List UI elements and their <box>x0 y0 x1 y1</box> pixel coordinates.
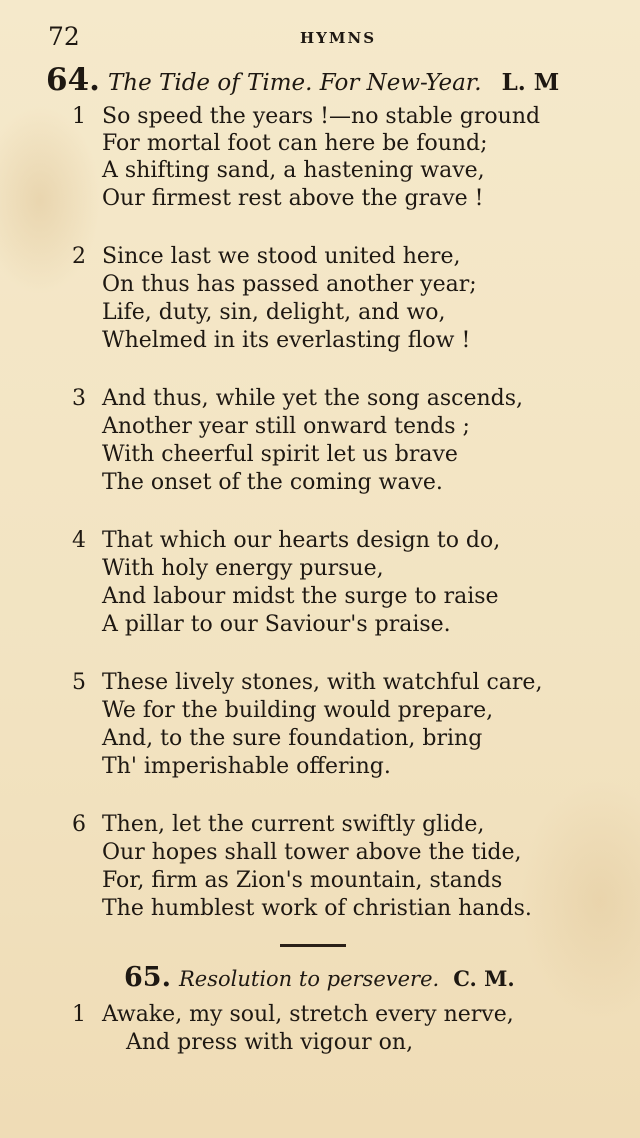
verse-line: Whelmed in its everlasting flow ! <box>102 328 471 353</box>
verse-number: 6 <box>72 812 86 837</box>
verse-line: And press with vigour on, <box>126 1030 414 1055</box>
verse-line: On thus has passed another year; <box>102 272 477 297</box>
verse-line: And, to the sure foundation, bring <box>102 726 483 751</box>
verse-line: And labour midst the surge to raise <box>102 584 499 609</box>
hymn-meter: C. M. <box>453 966 515 991</box>
verse-number: 4 <box>72 528 86 553</box>
verse-line: For, firm as Zion's mountain, stands <box>102 868 503 893</box>
verse-line: Life, duty, sin, delight, and wo, <box>102 300 446 325</box>
verse-line: Our firmest rest above the grave ! <box>102 186 484 211</box>
section-divider <box>280 944 346 947</box>
verse-line: We for the building would prepare, <box>102 698 494 723</box>
verse-line: That which our hearts design to do, <box>102 528 501 553</box>
verse-line: Since last we stood united here, <box>102 244 461 269</box>
verse-number: 1 <box>72 1002 86 1027</box>
page-number: 72 <box>48 22 80 51</box>
hymn-title: The Tide of Time. For New-Year. <box>107 70 482 96</box>
verse-number: 1 <box>72 104 86 129</box>
hymn-number: 64. <box>46 62 100 98</box>
verse-line: And thus, while yet the song ascends, <box>102 386 524 411</box>
verse-line: Then, let the current swiftly glide, <box>102 812 485 837</box>
verse-line: For mortal foot can here be found; <box>102 131 488 156</box>
hymn-heading <box>124 962 515 993</box>
verse-line: A shifting sand, a hastening wave, <box>102 158 485 183</box>
verse-line: A pillar to our Saviour's praise. <box>102 612 451 637</box>
hymn-heading <box>46 62 559 98</box>
verse-line: Another year still onward tends ; <box>102 414 470 439</box>
verse-line: These lively stones, with watchful care, <box>102 670 543 695</box>
hymn-title: Resolution to persevere. <box>178 967 440 991</box>
verse-line: With cheerful spirit let us brave <box>102 442 458 467</box>
verse-number: 2 <box>72 244 86 269</box>
verse-line: So speed the years !—no stable ground <box>102 104 541 129</box>
running-title: HYMNS <box>300 29 377 47</box>
hymn-number: 65. <box>124 962 171 993</box>
verse-line: With holy energy pursue, <box>102 556 384 581</box>
running-head <box>0 22 640 52</box>
verse-line: Th' imperishable offering. <box>102 754 391 779</box>
verse-line: Our hopes shall tower above the tide, <box>102 840 522 865</box>
hymn-meter: L. M <box>501 69 560 96</box>
verse-line: Awake, my soul, stretch every nerve, <box>102 1002 514 1027</box>
verse-number: 5 <box>72 670 86 695</box>
verse-line: The humblest work of christian hands. <box>102 896 532 921</box>
verse-line: The onset of the coming wave. <box>102 470 443 495</box>
verse-number: 3 <box>72 386 86 411</box>
